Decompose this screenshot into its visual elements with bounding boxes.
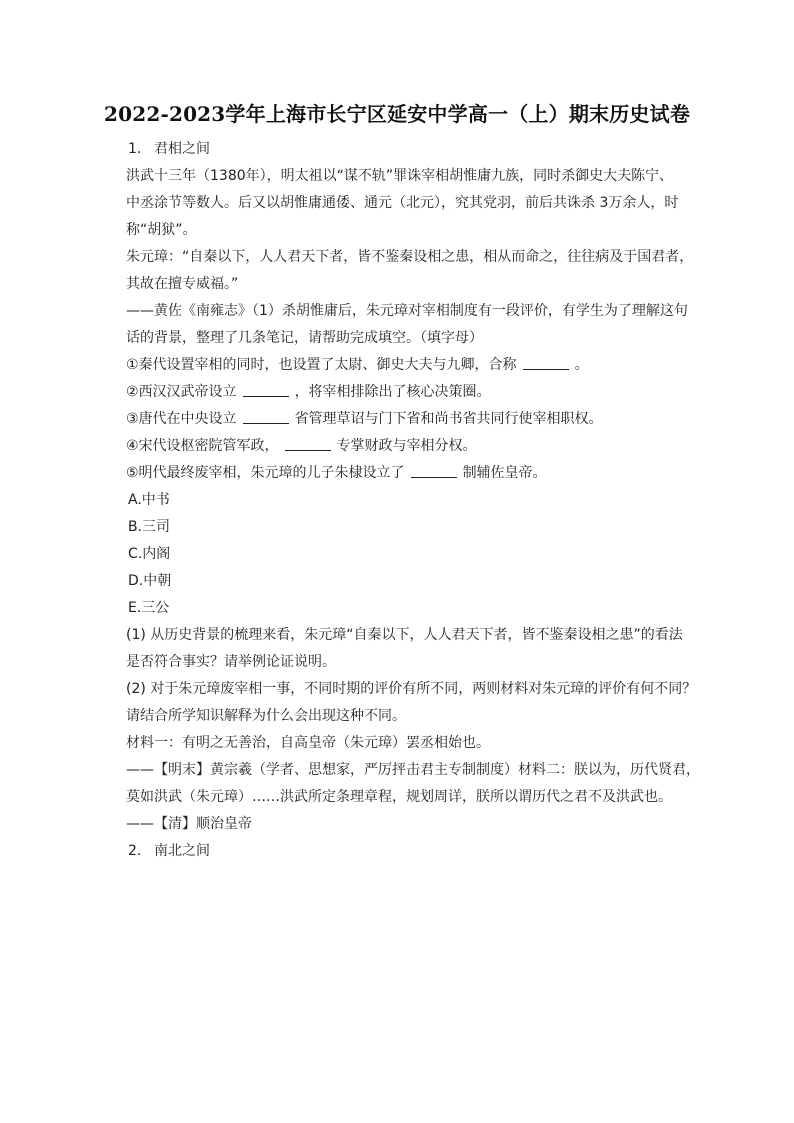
sub-question-line: (2) 对于朱元璋废宰相一事，不同时期的评价有所不同，两则材料对朱元璋的评价有何不同？ — [126, 681, 697, 697]
option-d: D.中朝 — [128, 573, 172, 589]
passage-line: 称“胡狱”。 — [126, 222, 197, 238]
answer-blank[interactable] — [523, 355, 569, 370]
passage-line: 朱元璋：“自秦以下，人人君天下者，皆不鉴秦设相之患，相从而命之，往往病及于国君者， — [126, 249, 694, 265]
material-line: 材料一：有明之无善治，自高皇帝（朱元璋）罢丞相始也。 — [126, 735, 490, 751]
question-1-heading — [126, 136, 706, 163]
question-1-number: 1. — [128, 141, 142, 157]
fill-item — [126, 406, 706, 433]
fill-item-text: ⑤明代最终废宰相，朱元璋的儿子朱棣设立了 — [126, 465, 405, 481]
question-2-title: 南北之间 — [154, 843, 210, 859]
answer-blank[interactable] — [285, 436, 331, 451]
fill-item — [126, 379, 706, 406]
fill-item-text: 制辅佐皇帝。 — [462, 465, 547, 481]
passage-line: 中丞涂节等数人。后又以胡惟庸通倭、通元（北元），究其党羽，前后共诛杀 3万余人，时 — [126, 195, 679, 211]
answer-blank[interactable] — [411, 463, 457, 478]
fill-item-text: 省管理草诏与门下省和尚书省共同行使宰相职权。 — [294, 411, 603, 427]
fill-item-text: ，将宰相排除出了核心决策圈。 — [294, 384, 491, 400]
passage-line: 话的背景，整理了几条笔记，请帮助完成填空。（填字母） — [126, 330, 483, 346]
option-a: A.中书 — [128, 492, 170, 508]
option-e: E.三公 — [128, 600, 170, 616]
fill-item — [126, 433, 706, 460]
question-2-heading — [126, 838, 706, 865]
sub-question-line: 是否符合事实？请举例论证说明。 — [126, 654, 336, 670]
fill-in-items — [126, 352, 706, 487]
fill-item-text: 。 — [574, 357, 589, 373]
fill-item-text: ①秦代设置宰相的同时，也设置了太尉、御史大夫与九卿，合称 — [126, 357, 517, 373]
fill-item — [126, 352, 706, 379]
passage-line: ——黄佐《南雍志》（1）杀胡惟庸后，朱元璋对宰相制度有一段评价，有学生为了理解这句 — [126, 303, 688, 319]
question-1-title: 君相之间 — [154, 141, 210, 157]
fill-item — [126, 460, 706, 487]
answer-options — [126, 487, 706, 622]
exam-body — [126, 136, 706, 865]
passage-line: 洪武十三年（1380年），明太祖以“谋不轨”罪诛宰相胡惟庸九族，同时杀御史大夫陈宁、 — [126, 168, 674, 184]
fill-item-text: 专掌财政与宰相分权。 — [336, 438, 477, 454]
option-b: B.三司 — [128, 519, 171, 535]
material-line: ——【明末】黄宗羲（学者、思想家，严厉抨击君主专制制度）材料二：朕以为，历代贤君， — [126, 762, 700, 778]
answer-blank[interactable] — [243, 382, 289, 397]
option-c: C.内阁 — [128, 546, 171, 562]
fill-item-text: ③唐代在中央设立 — [126, 411, 237, 427]
sub-questions — [126, 622, 706, 838]
sub-question-line: 请结合所学知识解释为什么会出现这种不同。 — [126, 708, 406, 724]
fill-item-text: ②西汉汉武帝设立 — [126, 384, 237, 400]
fill-item-text: ④宋代设枢密院管军政， — [126, 438, 279, 454]
question-2-number: 2. — [128, 843, 142, 859]
sub-question-line: (1) 从历史背景的梳理来看，朱元璋“自秦以下，人人君天下者，皆不鉴秦设相之患”的看法 — [126, 627, 683, 643]
passage-line: 其故在擅专威福。” — [126, 276, 239, 292]
material-source: ——【清】顺治皇帝 — [126, 816, 252, 832]
exam-title: 2022-2023学年上海市长宁区延安中学高一（上）期末历史试卷 — [103, 102, 691, 126]
material-line: 莫如洪武（朱元璋）……洪武所定条理章程，规划周详，朕所以谓历代之君不及洪武也。 — [126, 789, 672, 805]
question-1-passage — [126, 163, 706, 352]
answer-blank[interactable] — [243, 409, 289, 424]
